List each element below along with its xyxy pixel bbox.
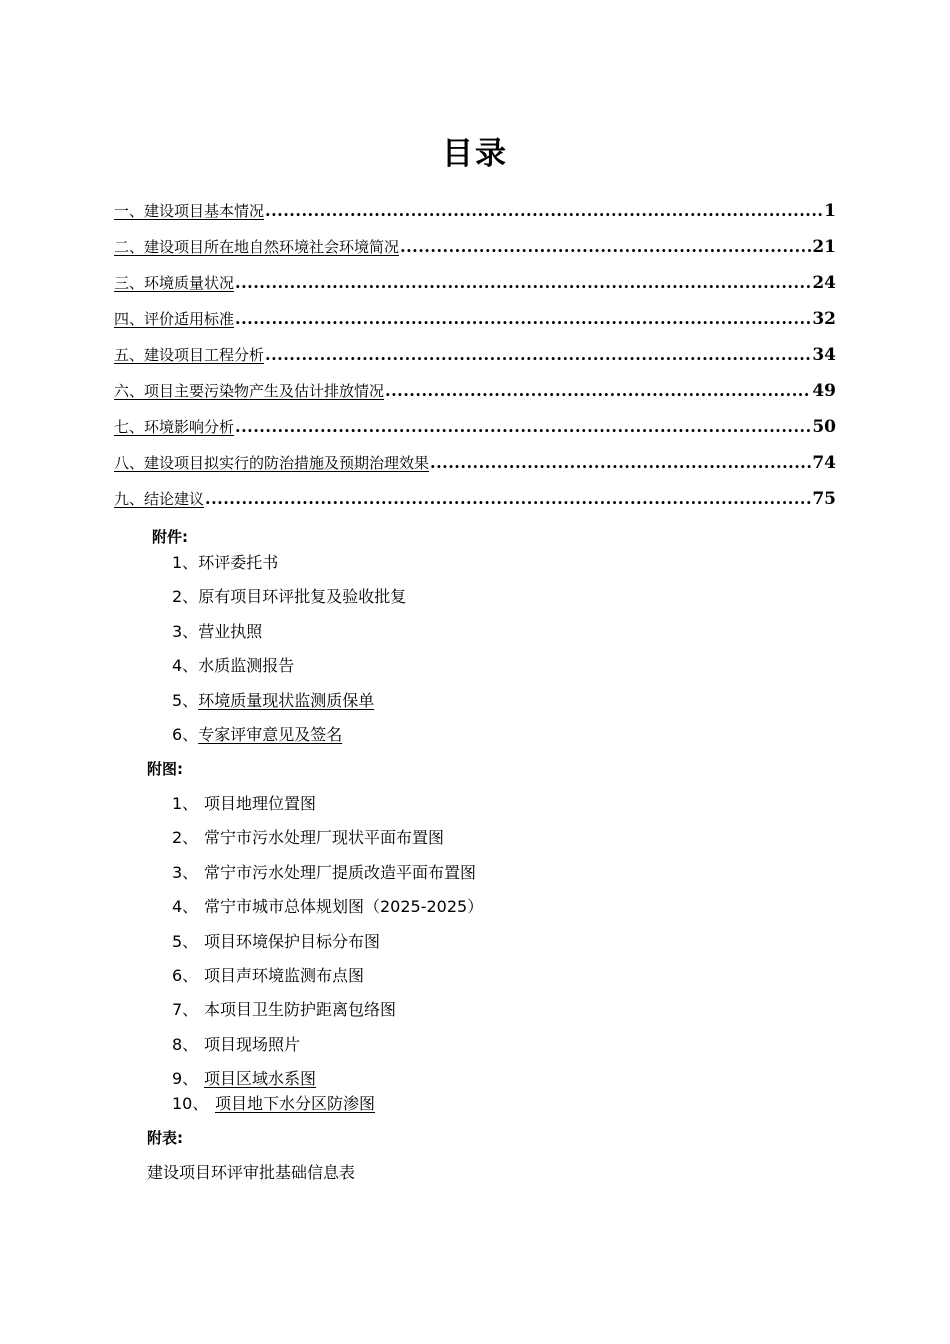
toc-leader-dots (235, 273, 811, 292)
figure-number: 2、 (172, 828, 199, 848)
toc-entry-label[interactable]: 九、结论建议 (114, 490, 205, 508)
figure-item (172, 963, 483, 997)
figure-item (172, 791, 483, 825)
attachment-item (172, 653, 406, 687)
toc-entry-page: 49 (812, 381, 836, 401)
figure-text: 常宁市污水处理厂现状平面布置图 (204, 828, 445, 848)
figure-item[interactable] (172, 1091, 483, 1125)
toc-entry-page: 21 (812, 237, 836, 257)
toc-entry-page: 32 (812, 309, 836, 329)
attachment-item (172, 550, 406, 584)
toc-entry-label[interactable]: 八、建设项目拟实行的防治措施及预期治理效果 (114, 454, 430, 472)
toc-leader-dots (265, 345, 811, 364)
toc-entry[interactable] (114, 452, 836, 488)
attachment-number: 6、 (172, 724, 199, 744)
figure-text: 常宁市城市总体规划图（2025-2025） (204, 897, 484, 917)
figure-text: 项目现场照片 (204, 1034, 301, 1054)
toc-entry-label[interactable]: 一、建设项目基本情况 (114, 202, 265, 220)
toc-leader-dots (235, 309, 811, 328)
figures-list (172, 791, 483, 1126)
toc-entry[interactable] (114, 272, 836, 308)
figure-item (172, 997, 483, 1031)
toc-entry[interactable] (114, 416, 836, 452)
toc-entry[interactable] (114, 200, 836, 236)
toc-entry-label[interactable]: 六、项目主要污染物产生及估计排放情况 (114, 382, 385, 400)
toc-leader-dots (385, 381, 811, 400)
figure-item (172, 929, 483, 963)
attachment-item (172, 619, 406, 653)
toc-entry[interactable] (114, 344, 836, 380)
toc-leader-dots (400, 237, 811, 256)
figure-link[interactable]: 项目区域水系图 (204, 1069, 317, 1089)
attachments-list (172, 550, 406, 756)
figure-text: 项目环境保护目标分布图 (204, 931, 381, 951)
toc-leader-dots (430, 453, 811, 472)
page-title: 目录 (442, 136, 508, 172)
toc-entry-page: 1 (824, 201, 836, 221)
figure-number: 3、 (172, 862, 199, 882)
table-of-contents (114, 200, 836, 524)
toc-entry-page: 24 (812, 273, 836, 293)
attachment-text: 营业执照 (198, 621, 263, 641)
toc-entry-label[interactable]: 五、建设项目工程分析 (114, 346, 265, 364)
attachment-number: 5、 (172, 690, 199, 710)
toc-entry[interactable] (114, 308, 836, 344)
toc-leader-dots (235, 417, 811, 436)
figure-link[interactable]: 项目地下水分区防渗图 (215, 1094, 376, 1114)
attachment-number: 1、 (172, 553, 199, 572)
toc-leader-dots (205, 489, 811, 508)
attachment-number: 4、 (172, 656, 199, 676)
figure-item (172, 860, 483, 894)
toc-entry-page: 74 (812, 453, 836, 473)
figure-text: 本项目卫生防护距离包络图 (204, 1000, 397, 1020)
figure-text: 项目地理位置图 (204, 794, 317, 813)
toc-entry[interactable] (114, 380, 836, 416)
attachment-text: 水质监测报告 (198, 656, 295, 676)
figure-number: 5、 (172, 931, 199, 951)
toc-entry-page: 50 (812, 417, 836, 437)
attachment-text: 环评委托书 (198, 553, 279, 572)
attachment-link[interactable]: 专家评审意见及签名 (198, 724, 343, 744)
toc-leader-dots (265, 201, 823, 220)
attachment-text: 原有项目环评批复及验收批复 (198, 587, 407, 607)
attachment-link[interactable]: 环境质量现状监测质保单 (198, 690, 375, 710)
table-item: 建设项目环评审批基础信息表 (147, 1163, 356, 1182)
figure-number: 10、 (172, 1094, 209, 1114)
figure-item (172, 825, 483, 859)
toc-entry-label[interactable]: 四、评价适用标准 (114, 310, 235, 328)
toc-entry[interactable] (114, 236, 836, 272)
figure-item (172, 894, 483, 928)
figure-number: 8、 (172, 1034, 199, 1054)
figures-heading: 附图: (147, 760, 183, 778)
attachment-item[interactable] (172, 722, 406, 756)
figure-number: 9、 (172, 1069, 199, 1089)
figure-item (172, 1032, 483, 1066)
attachment-number: 3、 (172, 621, 199, 641)
toc-entry-page: 34 (812, 345, 836, 365)
attachment-item (172, 584, 406, 618)
toc-entry[interactable] (114, 488, 836, 524)
figure-item[interactable] (172, 1066, 483, 1091)
figure-text: 项目声环境监测布点图 (204, 965, 365, 985)
attachment-item[interactable] (172, 688, 406, 722)
figure-text: 常宁市污水处理厂提质改造平面布置图 (204, 862, 477, 882)
toc-entry-label[interactable]: 七、环境影响分析 (114, 418, 235, 436)
attachment-number: 2、 (172, 587, 199, 607)
toc-entry-page: 75 (812, 489, 836, 509)
figure-number: 1、 (172, 794, 199, 813)
attachments-heading: 附件: (152, 528, 188, 546)
figure-number: 6、 (172, 965, 199, 985)
toc-entry-label[interactable]: 二、建设项目所在地自然环境社会环境简况 (114, 238, 400, 256)
tables-heading: 附表: (147, 1129, 183, 1147)
toc-entry-label[interactable]: 三、环境质量状况 (114, 274, 235, 292)
figure-number: 7、 (172, 1000, 199, 1020)
figure-number: 4、 (172, 897, 199, 917)
